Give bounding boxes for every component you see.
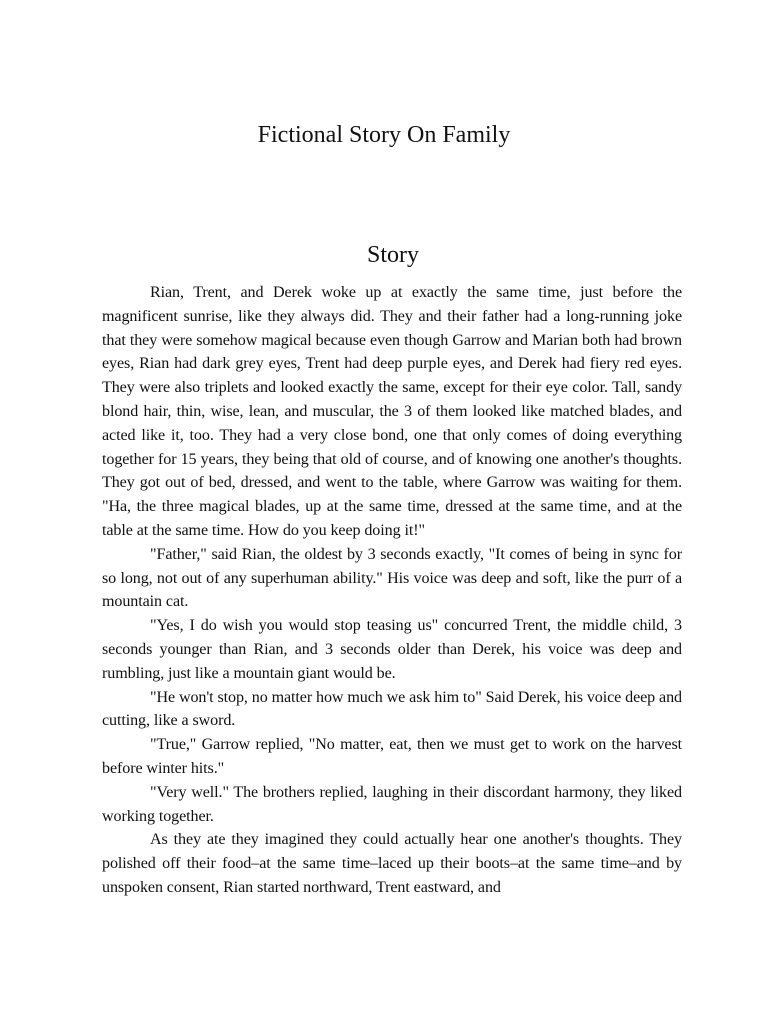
paragraph: Rian, Trent, and Derek woke up at exactly the same time, just before the magnificent sunrise, like they always did. They and their father had a long-running joke that they were somehow magical because even though Garrow and Marian both had brown eyes, Rian had dark grey eyes, Trent had deep purple eyes, and Derek had fiery red eyes. They were also triplets and looked exactly the same, except for their eye color. Tall, sandy blond hair, thin, wise, lean, and muscular, the 3 of them looked like matched blades, and acted like it, too. They had a very close bond, one that only comes of doing everything together for 15 years, they being that old of course, and of knowing one another's thoughts. They got out of bed, dressed, and went to the table, where Garrow was waiting for them. "Ha, the three magical blades, up at the same time, dressed at the same time, and at the table at the same time. How do you keep doing it!" xyxy=(102,284,682,539)
story-body xyxy=(102,281,682,900)
paragraph: "Very well." The brothers replied, laughing in their discordant harmony, they liked working together. xyxy=(102,783,682,825)
paragraph: "Father," said Rian, the oldest by 3 seconds exactly, "It comes of being in sync for so long, not out of any superhuman ability." His voice was deep and soft, like the purr of a mountain cat. xyxy=(102,545,682,611)
paragraph: "True," Garrow replied, "No matter, eat, then we must get to work on the harvest before winter hits." xyxy=(102,736,682,777)
paragraph: "Yes, I do wish you would stop teasing us" concurred Trent, the middle child, 3 seconds younger than Rian, and 3 seconds older than Derek, his voice was deep and rumbling, just like a mountain giant would be. xyxy=(102,617,682,682)
document-title: Fictional Story On Family xyxy=(257,122,511,148)
paragraph: "He won't stop, no matter how much we ask him to" Said Derek, his voice deep and cutting, like a sword. xyxy=(102,688,682,730)
paragraph: As they ate they imagined they could actually hear one another's thoughts. They polished off their food–at the same time–laced up their boots–at the same time–and by unspoken consent, Rian started northward, Trent eastward, and xyxy=(102,831,682,896)
section-heading: Story xyxy=(366,242,419,268)
